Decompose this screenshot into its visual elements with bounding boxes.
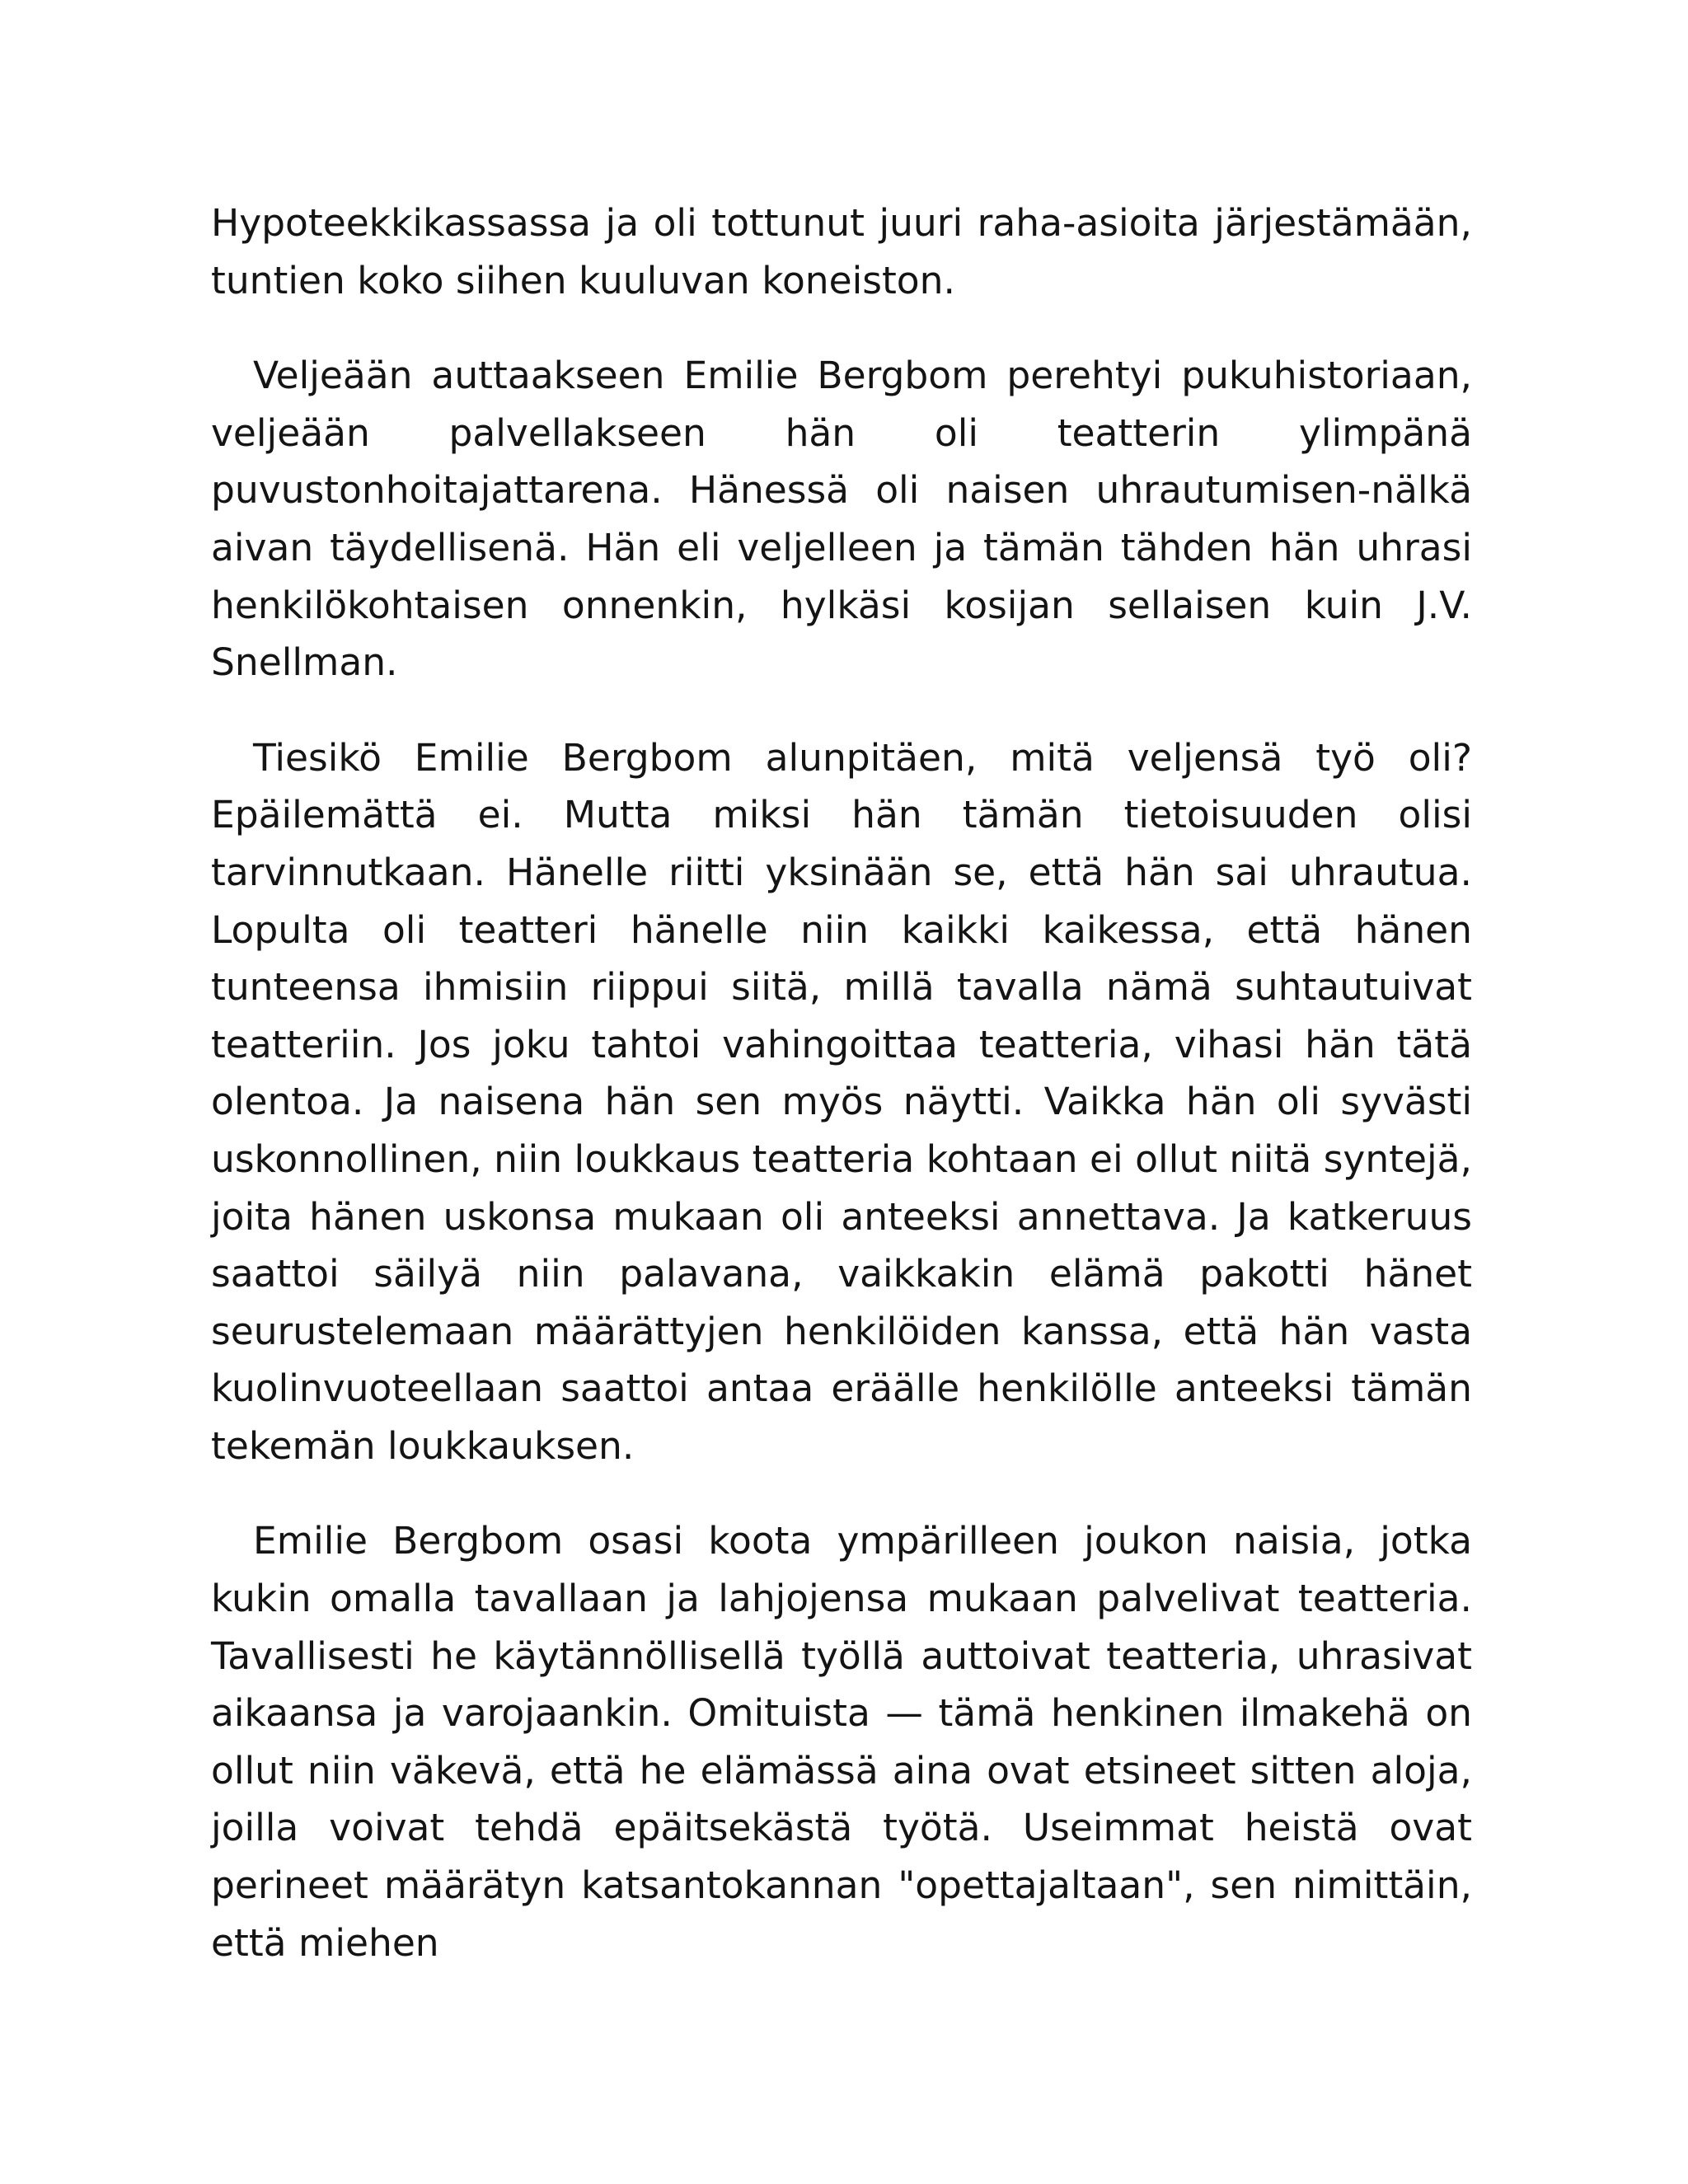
body-text (211, 194, 1472, 1971)
paragraph-1: Hypoteekkikassassa ja oli tottunut juuri raha-asioita järjestämään, tuntien koko siihen kuuluvan koneiston. (211, 201, 1472, 302)
paragraph-4: Emilie Bergbom osasi koota ympärilleen joukon naisia, jotka kukin omalla tavallaan ja lahjojensa mukaan palvelivat teatteria. Tavallisesti he käytännöllisellä työllä auttoivat teatteria, uhrasivat aikaansa ja varojaankin. Omituista — tämä henkinen ilmakehä on ollut niin väkevä, että he elämässä aina ovat etsineet sitten aloja, joilla voivat tehdä epäitsekästä työtä. Useimmat heistä ovat perineet määrätyn katsantokannan "opettajaltaan", sen nimittäin, että miehen (211, 1519, 1472, 1965)
paragraph-3: Tiesikö Emilie Bergbom alunpitäen, mitä veljensä työ oli? Epäilemättä ei. Mutta miksi hän tämän tietoisuuden olisi tarvinnutkaan. Hänelle riitti yksinään se, että hän sai uhrautua. Lopulta oli teatteri hänelle niin kaikki kaikessa, että hänen tunteensa ihmisiin riippui siitä, millä tavalla nämä suhtautuivat teatteriin. Jos joku tahtoi vahingoittaa teatteria, vihasi hän tätä olentoa. Ja naisena hän sen myös näytti. Vaikka hän oli syvästi uskonnollinen, niin loukkaus teatteria kohtaan ei ollut niitä syntejä, joita hänen uskonsa mukaan oli anteeksi annettava. Ja katkeruus saattoi säilyä niin palavana, vaikkakin elämä pakotti hänet seurustelemaan määrättyjen henkilöiden kanssa, että hän vasta kuolinvuoteellaan saattoi antaa eräälle henkilölle anteeksi tämän tekemän loukkauksen. (211, 735, 1473, 1468)
paragraph-2: Veljeään auttaakseen Emilie Bergbom perehtyi pukuhistoriaan, veljeään palvellakseen hän oli teatterin ylimpänä puvustonhoitajattarena. Hänessä oli naisen uhrautumisen-nälkä aivan täydellisenä. Hän eli veljelleen ja tämän tähden hän uhrasi henkilökohtaisen onnenkin, hylkäsi kosijan sellaisen kuin J.V. Snellman. (211, 354, 1472, 685)
